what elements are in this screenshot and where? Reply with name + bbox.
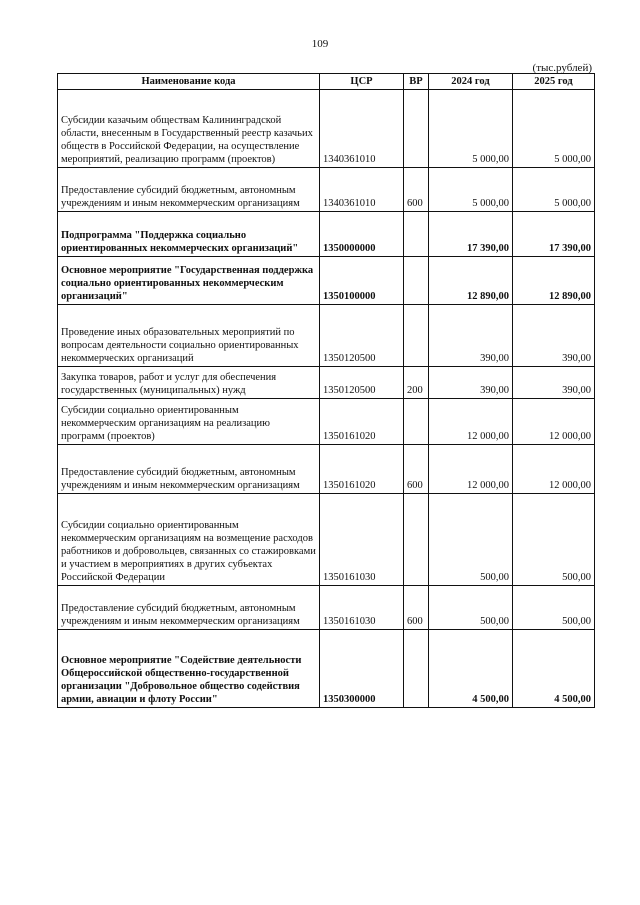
budget-table [57,73,595,708]
table-row [58,367,595,399]
table-row [58,212,595,257]
row-vr [404,257,429,305]
row-vr [404,212,429,257]
row-2025: 12 000,00 [513,399,595,445]
row-vr [404,494,429,586]
row-name: Предоставление субсидий бюджетным, автономным учреждениям и иным некоммерческим организациям [58,586,320,630]
row-name: Предоставление субсидий бюджетным, автономным учреждениям и иным некоммерческим организациям [58,445,320,494]
row-2024: 390,00 [429,305,513,367]
table-row [58,90,595,168]
table-row [58,445,595,494]
row-vr [404,305,429,367]
row-name: Субсидии социально ориентированным некоммерческим организациям на реализацию программ (проектов) [58,399,320,445]
row-2024: 390,00 [429,367,513,399]
row-2025: 12 890,00 [513,257,595,305]
table-row [58,630,595,708]
row-2025: 500,00 [513,494,595,586]
row-csr: 1350120500 [320,367,404,399]
row-2025: 5 000,00 [513,90,595,168]
page-number: 109 [311,38,329,50]
header-2025: 2025 год [513,74,595,90]
table-row [58,168,595,212]
row-name: Проведение иных образовательных мероприятий по вопросам деятельности социально ориентированных некоммерческих организаций [58,305,320,367]
row-csr: 1350000000 [320,212,404,257]
header-csr: ЦСР [320,74,404,90]
row-csr: 1350161020 [320,445,404,494]
row-2025: 17 390,00 [513,212,595,257]
row-csr: 1350161030 [320,494,404,586]
row-name: Основное мероприятие "Государственная поддержка социально ориентированных некоммерческим организаций" [58,257,320,305]
header-2024: 2024 год [429,74,513,90]
row-2025: 4 500,00 [513,630,595,708]
row-csr: 1350100000 [320,257,404,305]
row-vr: 600 [404,168,429,212]
row-2024: 5 000,00 [429,168,513,212]
row-vr [404,630,429,708]
header-name: Наименование кода [58,74,320,90]
row-name: Основное мероприятие "Содействие деятельности Общероссийской общественно-государственной организации "Добровольное общество содействия армии, авиации и флоту России" [58,630,320,708]
table-row [58,494,595,586]
row-2025: 390,00 [513,367,595,399]
row-2025: 390,00 [513,305,595,367]
row-2025: 500,00 [513,586,595,630]
row-2025: 5 000,00 [513,168,595,212]
row-vr: 600 [404,445,429,494]
row-vr [404,399,429,445]
row-vr: 200 [404,367,429,399]
row-name: Субсидии казачьим обществам Калининградской области, внесенным в Государственный реестр казачьих обществ в Российской Федерации, на осуществление мероприятий, реализацию программ (проектов) [58,90,320,168]
table-row [58,399,595,445]
row-2024: 4 500,00 [429,630,513,708]
row-2024: 12 000,00 [429,399,513,445]
row-2024: 500,00 [429,494,513,586]
table-row [58,305,595,367]
row-name: Подпрограмма "Поддержка социально ориентированных некоммерческих организаций" [58,212,320,257]
row-csr: 1350161030 [320,586,404,630]
row-2024: 12 000,00 [429,445,513,494]
row-csr: 1340361010 [320,168,404,212]
row-2024: 17 390,00 [429,212,513,257]
row-csr: 1350120500 [320,305,404,367]
row-csr: 1350300000 [320,630,404,708]
row-2024: 5 000,00 [429,90,513,168]
row-2024: 12 890,00 [429,257,513,305]
row-vr: 600 [404,586,429,630]
row-csr: 1340361010 [320,90,404,168]
row-2025: 12 000,00 [513,445,595,494]
header-vr: ВР [404,74,429,90]
row-2024: 500,00 [429,586,513,630]
units-label: (тыс.рублей) [532,62,592,74]
row-name: Закупка товаров, работ и услуг для обеспечения государственных (муниципальных) нужд [58,367,320,399]
row-csr: 1350161020 [320,399,404,445]
table-header-row [58,74,595,90]
row-vr [404,90,429,168]
table-row [58,586,595,630]
row-name: Субсидии социально ориентированным некоммерческим организациям на возмещение расходов работников и добровольцев, связанных со стажировками и участием в мероприятиях в других субъектах Российской Федерации [58,494,320,586]
row-name: Предоставление субсидий бюджетным, автономным учреждениям и иным некоммерческим организациям [58,168,320,212]
table-row [58,257,595,305]
